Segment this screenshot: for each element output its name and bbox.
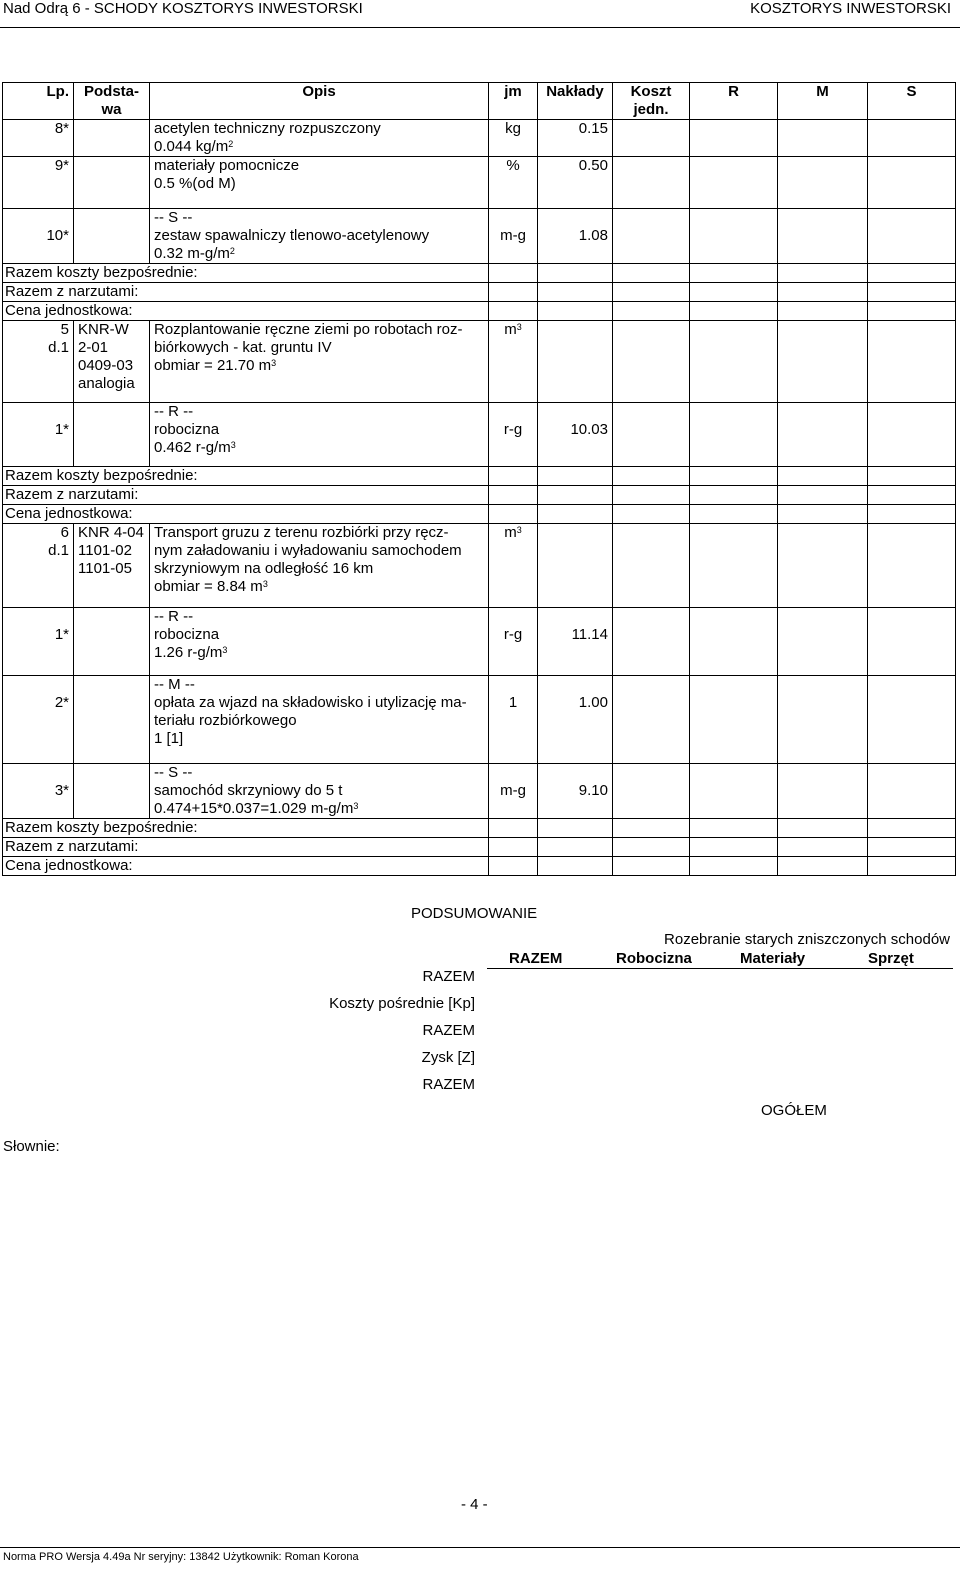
summary-header-underline [487,968,953,969]
razem-narzuty-label: Razem z narzutami: [3,283,489,302]
row-lp: 8* [3,120,74,157]
summary-label-razem-3: RAZEM [422,1076,475,1093]
row-opis: -- R -- robocizna 1.26 $r-g/m^3$ [150,608,489,676]
position-row [3,524,956,608]
col-header-naklady: Nakłady [538,83,613,120]
row-lp: 1* [3,608,74,676]
razem-narzuty-label: Razem z narzutami: [3,486,489,505]
summary-label-razem: RAZEM [422,968,475,985]
row-lp: 9* [3,157,74,209]
position-podstawa: KNR 4-04 1101-02 1101-05 [74,524,150,608]
summary-subtitle: Rozebranie starych zniszczonych schodów [664,931,950,948]
razem-narzuty-label: Razem z narzutami: [3,838,489,857]
table-row [3,857,956,876]
row-naklady: 1.08 [538,209,613,264]
position-number: 5 d.1 [3,321,74,403]
row-jm: kg [489,120,538,157]
position-jm: $m^3$ [489,321,538,403]
summary-col-razem: RAZEM [509,950,563,967]
row-lp: 10* [3,209,74,264]
cena-jednostkowa-label: Cena jednostkowa: [3,857,489,876]
table-row [3,120,956,157]
row-jm: % [489,157,538,209]
summary-label-koszty-posrednie: Koszty pośrednie [Kp] [329,995,475,1012]
row-lp: 3* [3,764,74,819]
table-row [3,764,956,819]
row-opis: materiały pomocnicze 0.5 %(od M) [150,157,489,209]
row-naklady: 1.00 [538,676,613,764]
razem-bezposrednie-label: Razem koszty bezpośrednie: [3,264,489,283]
summary-col-materialy: Materiały [740,950,806,967]
table-row [3,467,956,486]
summary-label-zysk: Zysk [Z] [421,1049,475,1066]
summary-col-sprzet: Sprzęt [868,950,914,967]
row-jm: 1 [489,676,538,764]
row-lp: 2* [3,676,74,764]
document-header-right: KOSZTORYS INWESTORSKI [750,0,951,17]
summary-total-label: OGÓŁEM [761,1102,827,1119]
col-header-m: M [778,83,868,120]
row-jm: r-g [489,403,538,467]
col-header-opis: Opis [150,83,489,120]
table-row [3,819,956,838]
row-lp: 1* [3,403,74,467]
position-row [3,321,956,403]
table-row [3,505,956,524]
header-divider [0,27,960,28]
row-naklady: 0.50 [538,157,613,209]
table-row [3,264,956,283]
footer-divider [0,1547,960,1548]
document-header-left: Nad Odrą 6 - SCHODY KOSZTORYS INWESTORSKI [3,0,363,17]
summary-title: PODSUMOWANIE [411,905,538,922]
table-row [3,209,956,264]
row-jm: r-g [489,608,538,676]
col-header-koszt-jedn: Koszt jedn. [613,83,690,120]
col-header-jm: jm [489,83,538,120]
row-jm: m-g [489,209,538,264]
row-naklady: 10.03 [538,403,613,467]
row-opis: -- S -- samochód skrzyniowy do 5 t 0.474+15*0.037=1.029 $m-g/m^3$ [150,764,489,819]
razem-bezposrednie-label: Razem koszty bezpośrednie: [3,467,489,486]
position-opis: Transport gruzu z terenu rozbiórki przy ręcz- nym załadowaniu i wyładowaniu samochodem skrzyniowym na odległość 16 km obmiar = 8.84 $m^3$ [150,524,489,608]
cena-jednostkowa-label: Cena jednostkowa: [3,505,489,524]
row-naklady: 11.14 [538,608,613,676]
cena-jednostkowa-label: Cena jednostkowa: [3,302,489,321]
position-opis: Rozplantowanie ręczne ziemi po robotach roz- biórkowych - kat. gruntu IV obmiar = 21.70 $m^3$ [150,321,489,403]
row-naklady: 9.10 [538,764,613,819]
position-number: 6 d.1 [3,524,74,608]
table-row [3,838,956,857]
footer-text: Norma PRO Wersja 4.49a Nr seryjny: 13842 Użytkownik: Roman Korona [3,1551,359,1563]
cost-table [2,82,956,876]
position-jm: $m^3$ [489,524,538,608]
row-opis: -- R -- robocizna 0.462 $r-g/m^3$ [150,403,489,467]
table-row [3,302,956,321]
table-header-row [3,83,956,120]
col-header-s: S [868,83,956,120]
summary-label-razem-2: RAZEM [422,1022,475,1039]
col-header-r: R [690,83,778,120]
position-podstawa: KNR-W 2-01 0409-03 analogia [74,321,150,403]
table-row [3,157,956,209]
row-opis: -- M -- opłata za wjazd na składowisko i utylizację ma- teriału rozbiórkowego 1 [1] [150,676,489,764]
page-number: - 4 - [461,1496,488,1513]
row-naklady: 0.15 [538,120,613,157]
table-row [3,676,956,764]
table-row [3,608,956,676]
col-header-lp: Lp. [3,83,74,120]
table-row [3,486,956,505]
razem-bezposrednie-label: Razem koszty bezpośrednie: [3,819,489,838]
summary-col-robocizna: Robocizna [616,950,692,967]
col-header-podstawa: Podsta- wa [74,83,150,120]
row-opis: acetylen techniczny rozpuszczony 0.044 $kg/m^2$ [150,120,489,157]
row-jm: m-g [489,764,538,819]
slownie-label: Słownie: [3,1138,60,1155]
table-row [3,403,956,467]
row-opis: -- S -- zestaw spawalniczy tlenowo-acetylenowy 0.32 $m-g/m^2$ [150,209,489,264]
table-row [3,283,956,302]
